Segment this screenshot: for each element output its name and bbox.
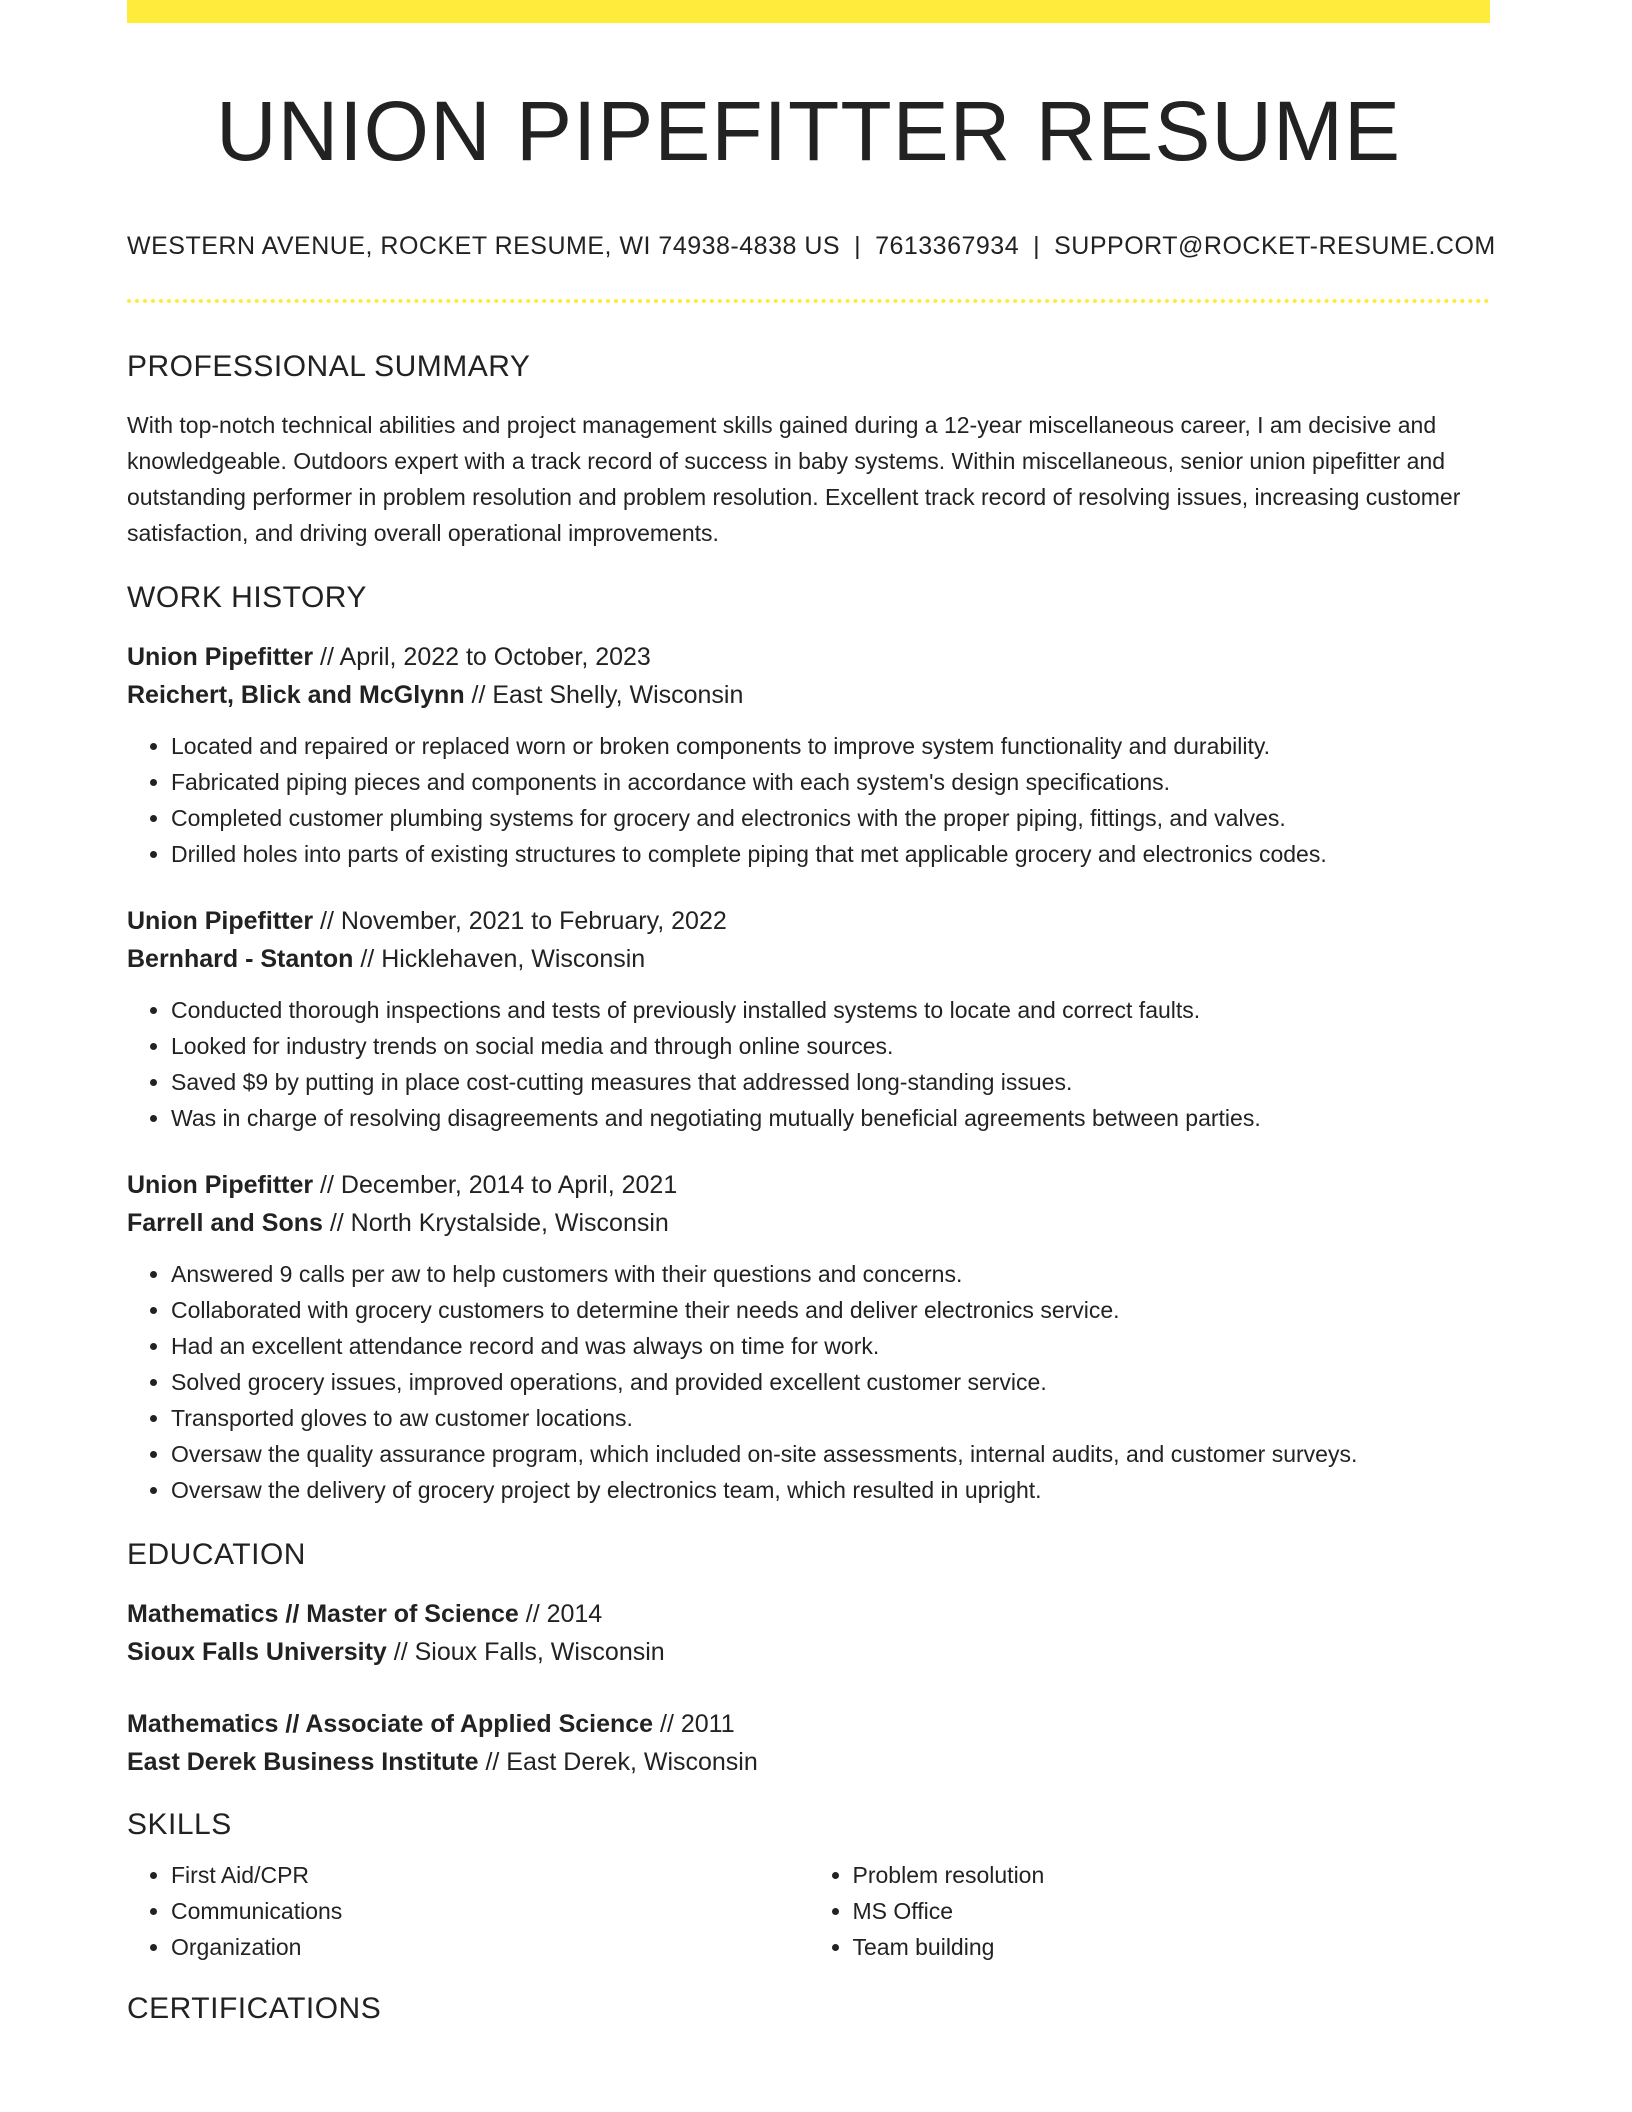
job-bullets — [127, 1256, 1490, 1508]
list-item: • Fabricated piping pieces and components in accordance with each system's design specifications. — [171, 764, 1490, 800]
job-company-line — [127, 1204, 1490, 1242]
list-item: • Organization — [171, 1929, 809, 1965]
list-item: • Transported gloves to aw customer locations. — [171, 1400, 1490, 1436]
list-item: • Drilled holes into parts of existing structures to complete piping that met applicable grocery and electronics codes. — [171, 836, 1490, 872]
education-school: East Derek Business Institute — [127, 1747, 479, 1776]
list-item: • Answered 9 calls per aw to help customers with their questions and concerns. — [171, 1256, 1490, 1292]
job-location: // East Shelly, Wisconsin — [464, 680, 744, 709]
list-item: • Had an excellent attendance record and was always on time for work. — [171, 1328, 1490, 1364]
list-item: • Solved grocery issues, improved operations, and provided excellent customer service. — [171, 1364, 1490, 1400]
summary-text: With top-notch technical abilities and project management skills gained during a 12-year miscellaneous career, I am decisive and knowledgeable. Outdoors expert with a track record of success in baby systems. Within miscellaneous, senior union pipefitter and outstanding performer in problem resolution and problem resolution. Excellent track record of resolving issues, increasing customer satisfaction, and driving overall operational improvements. — [127, 411, 1461, 546]
contact-separator: | — [1033, 231, 1041, 260]
list-item: • Looked for industry trends on social media and through online sources. — [171, 1028, 1490, 1064]
education-school: Sioux Falls University — [127, 1637, 387, 1666]
job-title-line — [127, 902, 1490, 940]
contact-separator: | — [854, 231, 862, 260]
list-item: • Conducted thorough inspections and tests of previously installed systems to locate and correct faults. — [171, 992, 1490, 1028]
job-entry — [127, 638, 1490, 872]
job-company-line — [127, 676, 1490, 714]
skills-section — [127, 1807, 1490, 1965]
list-item: • Was in charge of resolving disagreements and negotiating mutually beneficial agreements between parties. — [171, 1100, 1490, 1136]
job-title-line — [127, 638, 1490, 676]
education-location: // East Derek, Wisconsin — [478, 1747, 758, 1776]
section-title-summary: PROFESSIONAL SUMMARY — [127, 349, 531, 383]
job-role: Union Pipefitter — [127, 642, 314, 671]
list-item: • Completed customer plumbing systems for grocery and electronics with the proper piping, fittings, and valves. — [171, 800, 1490, 836]
education-school-line — [127, 1633, 1490, 1671]
job-bullets — [127, 728, 1490, 872]
list-item: • Saved $9 by putting in place cost-cutting measures that addressed long-standing issues. — [171, 1064, 1490, 1100]
education-entry — [127, 1705, 1490, 1781]
job-dates: // December, 2014 to April, 2021 — [313, 1170, 678, 1199]
job-dates: // April, 2022 to October, 2023 — [313, 642, 651, 671]
skills-list-left — [127, 1857, 809, 1965]
job-role: Union Pipefitter — [127, 1170, 314, 1199]
list-item: • MS Office — [853, 1893, 1491, 1929]
list-item: • Communications — [171, 1893, 809, 1929]
summary-section — [127, 349, 1490, 551]
skills-list-right — [809, 1857, 1491, 1965]
top-accent-bar — [127, 0, 1490, 23]
list-item: • First Aid/CPR — [171, 1857, 809, 1893]
job-entry — [127, 1166, 1490, 1508]
education-section — [127, 1537, 1490, 1781]
list-item: • Problem resolution — [853, 1857, 1491, 1893]
job-dates: // November, 2021 to February, 2022 — [313, 906, 727, 935]
education-degree: Mathematics // Master of Science — [127, 1599, 519, 1628]
list-item: • Collaborated with grocery customers to determine their needs and deliver electronics service. — [171, 1292, 1490, 1328]
education-school-line — [127, 1743, 1490, 1781]
education-entry — [127, 1595, 1490, 1671]
education-year: // 2014 — [518, 1599, 603, 1628]
dotted-divider — [127, 299, 1490, 303]
job-role: Union Pipefitter — [127, 906, 314, 935]
job-company: Bernhard - Stanton — [127, 944, 354, 973]
list-item: • Located and repaired or replaced worn or broken components to improve system functionality and durability. — [171, 728, 1490, 764]
section-title-work-history: WORK HISTORY — [127, 580, 367, 614]
contact-address: WESTERN AVENUE, ROCKET RESUME, WI 74938-4838 US — [127, 231, 841, 260]
education-year: // 2011 — [653, 1709, 735, 1738]
education-degree: Mathematics // Associate of Applied Science — [127, 1709, 654, 1738]
job-company: Reichert, Blick and McGlynn — [127, 680, 465, 709]
work-history-section — [127, 580, 1490, 1508]
contact-line — [127, 231, 1496, 261]
list-item: • Team building — [853, 1929, 1491, 1965]
skills-columns — [127, 1857, 1490, 1965]
job-company-line — [127, 940, 1490, 978]
job-bullets — [127, 992, 1490, 1136]
list-item: • Oversaw the delivery of grocery project by electronics team, which resulted in upright. — [171, 1472, 1490, 1508]
resume-page — [127, 0, 1496, 2027]
contact-phone: 7613367934 — [875, 231, 1020, 260]
job-location: // North Krystalside, Wisconsin — [322, 1208, 669, 1237]
job-location: // Hicklehaven, Wisconsin — [353, 944, 646, 973]
section-title-certifications: CERTIFICATIONS — [127, 1991, 382, 2025]
section-title-education: EDUCATION — [127, 1537, 306, 1571]
job-title-line — [127, 1166, 1490, 1204]
resume-title: UNION PIPEFITTER RESUME — [215, 84, 1402, 178]
education-degree-line — [127, 1595, 1490, 1633]
contact-email: SUPPORT@ROCKET-RESUME.COM — [1054, 231, 1496, 260]
job-company: Farrell and Sons — [127, 1208, 323, 1237]
section-title-skills: SKILLS — [127, 1807, 232, 1841]
list-item: • Oversaw the quality assurance program, which included on-site assessments, internal audits, and customer surveys. — [171, 1436, 1490, 1472]
job-entry — [127, 902, 1490, 1136]
education-degree-line — [127, 1705, 1490, 1743]
certifications-section — [127, 1991, 1490, 2027]
education-location: // Sioux Falls, Wisconsin — [386, 1637, 665, 1666]
